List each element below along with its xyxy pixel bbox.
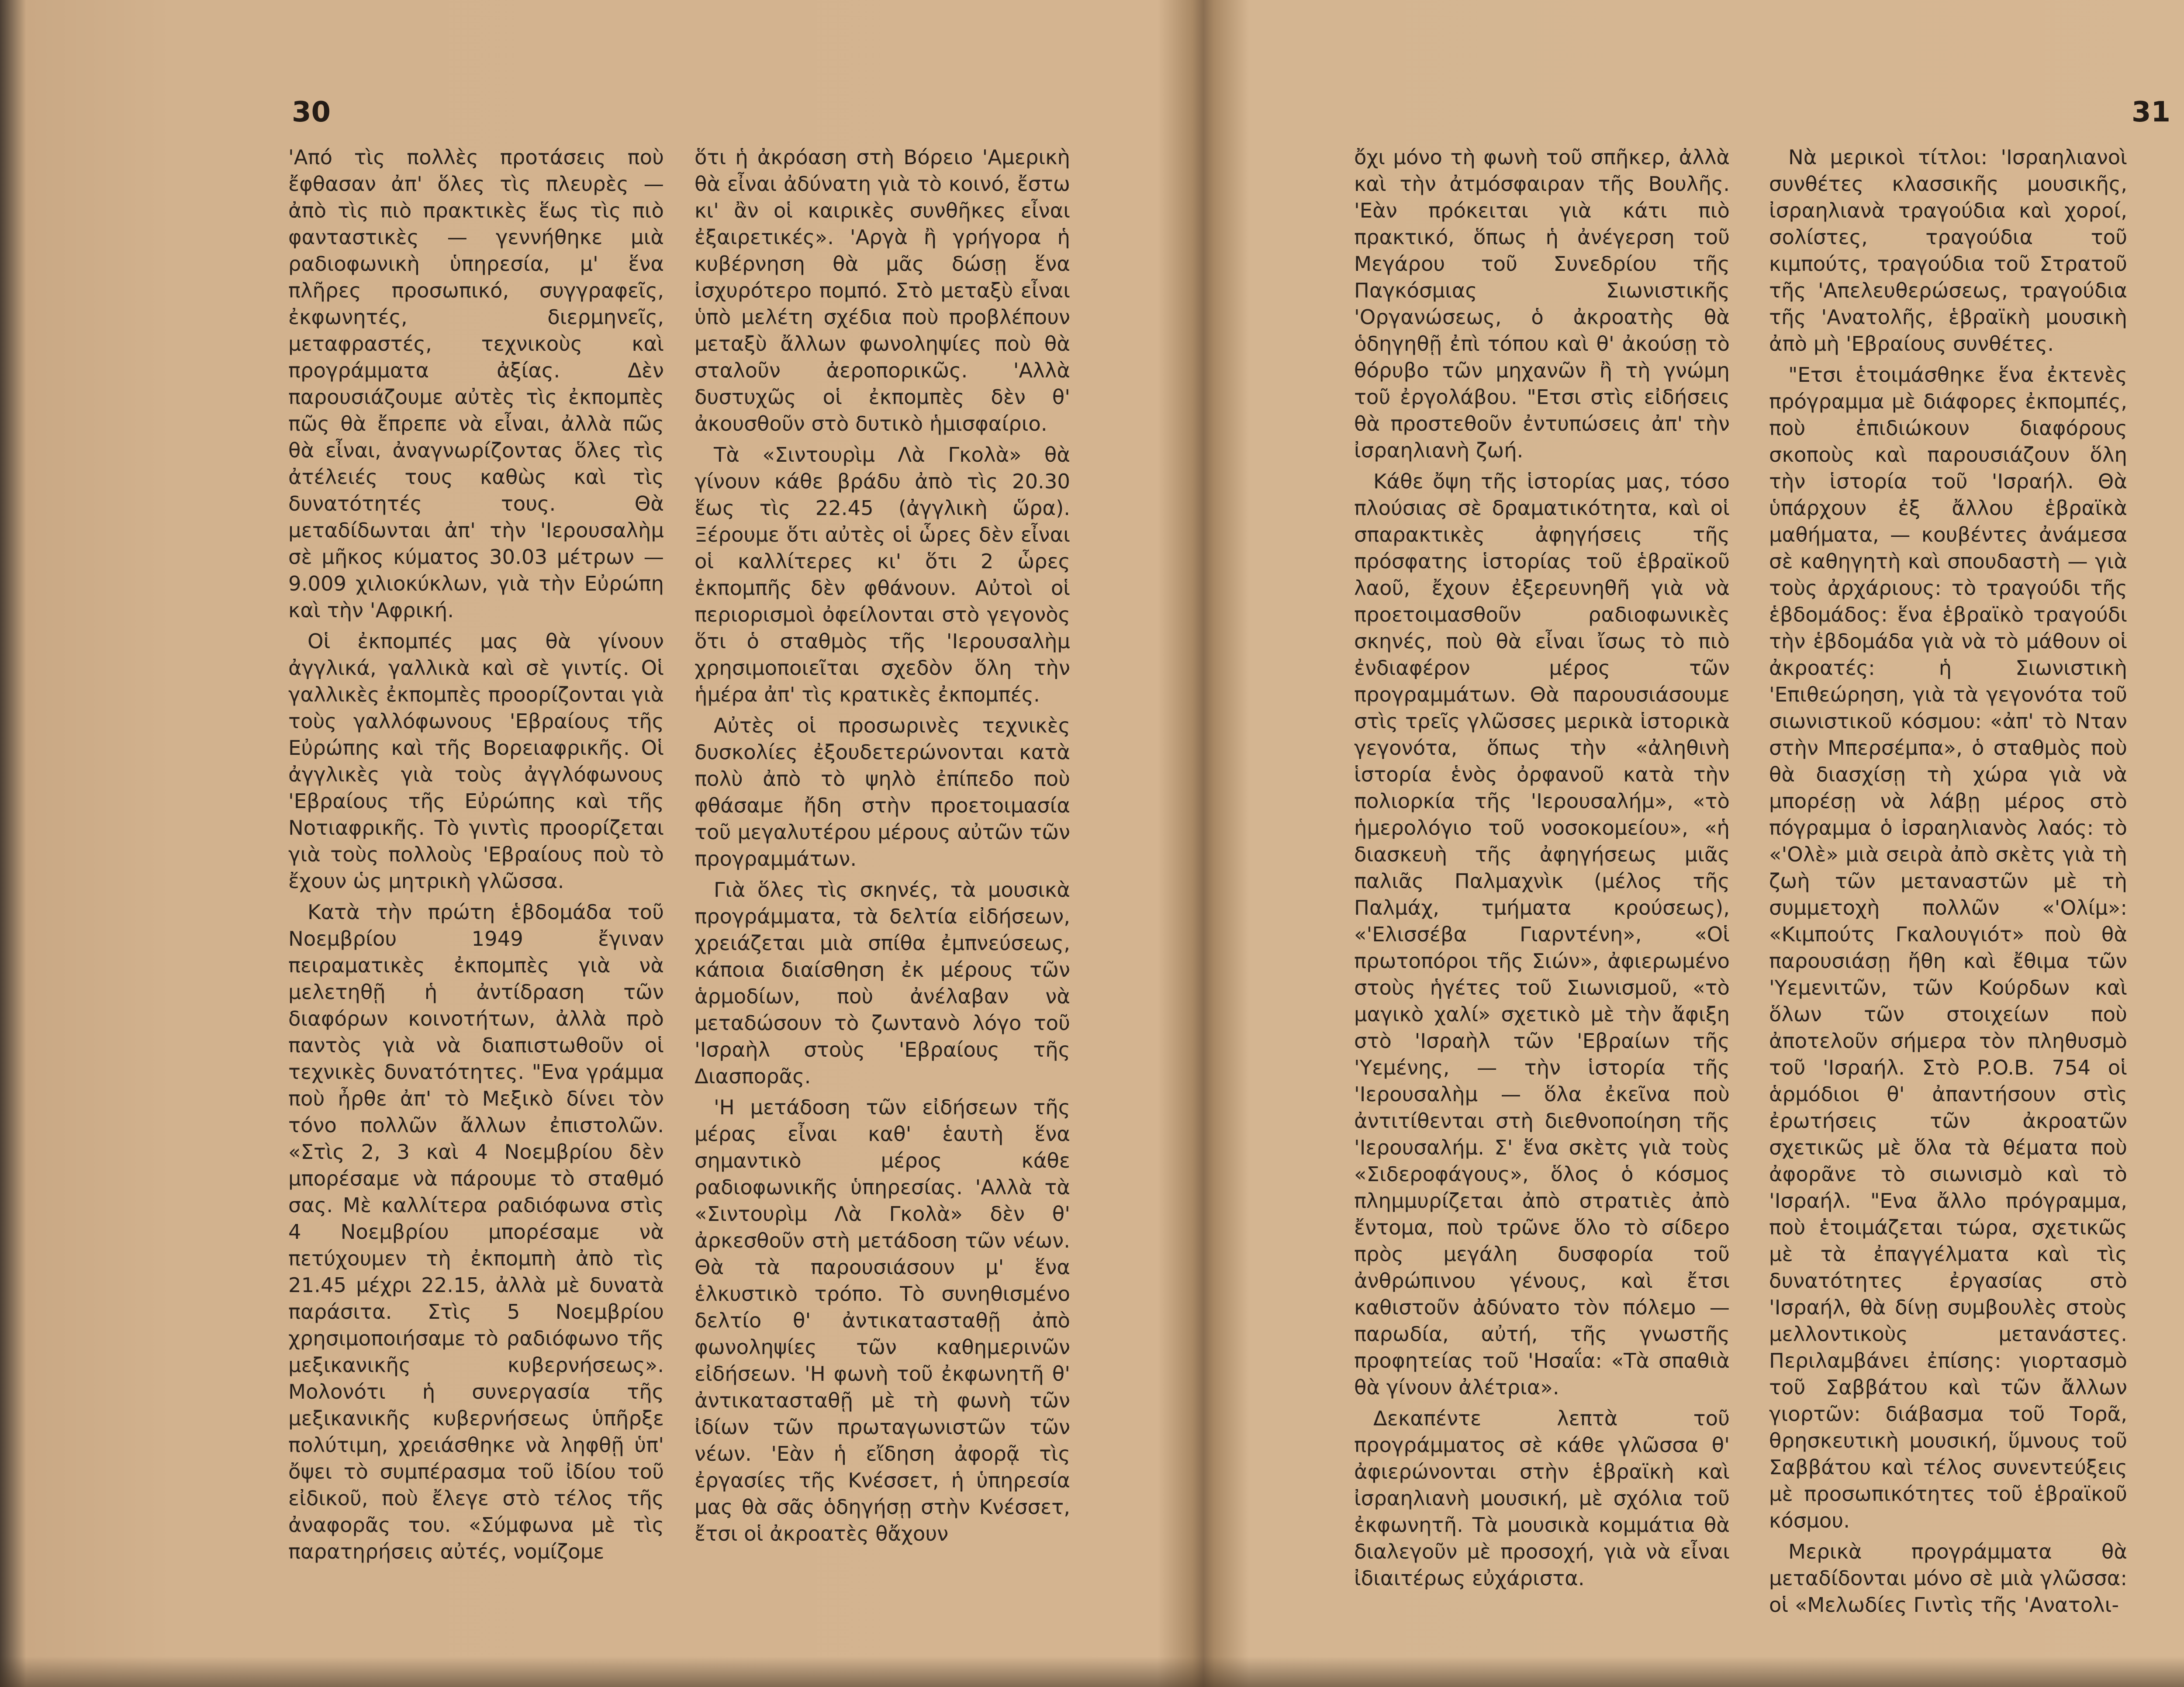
left-page-column-2 [695,144,1070,1552]
left-page-column-1 [288,144,664,1569]
paragraph: Τὰ «Σιντουρὶμ Λὰ Γκολὰ» θὰ γίνουν κάθε βράδυ ἀπὸ τὶς 20.30 ἕως τὶς 22.45 (ἀγγλικὴ ὥρα). Ξέρουμε ὅτι αὐτὲς οἱ ὧρες δὲν εἶναι οἱ καλλίτερες κι' ὅτι 2 ὧρες ἐκπομπῆς δὲν φθάνουν. Αὐτοὶ οἱ περιορισμοὶ ὀφείλονται στὸ γεγονὸς ὅτι ὁ σταθμὸς τῆς 'Ιερουσαλὴμ χρησιμοποιεῖται σχεδὸν ὅλη τὴν ἡμέρα ἀπ' τὶς κρατικὲς ἐκπομπές. [695,443,1070,706]
right-page-number: 31 [2132,96,2171,128]
paragraph: 'Από τὶς πολλὲς προτάσεις ποὺ ἔφθασαν ἀπ' ὅλες τὶς πλευρὲς — ἀπὸ τὶς πιὸ πρακτικὲς ἕως τὶς πιὸ φανταστικὲς — γεννήθηκε μιὰ ραδιοφωνικὴ ὑπηρεσία, μ' ἕνα πλῆρες προσωπικό, συγγραφεῖς, ἐκφωνητές, διερμηνεῖς, μεταφραστές, τεχνικοὺς καὶ προγράμματα ἀξίας. Δὲν παρουσιάζουμε αὐτὲς τὶς ἐκπομπὲς πῶς θὰ ἔπρεπε νὰ εἶναι, ἀλλὰ πῶς θὰ εἶναι, ἀναγνωρίζοντας ὅλες τὶς ἀτέλειές τους καθὼς καὶ τὶς δυνατότητές τους. Θὰ μεταδίδωνται ἀπ' τὴν 'Ιερουσαλὴμ σὲ μῆκος κύματος 30.03 μέτρων — 9.009 χιλιοκύκλων, γιὰ τὴν Εὐρώπη καὶ τὴν 'Αφρική. [288,145,664,622]
paragraph: Κάθε ὄψη τῆς ἱστορίας μας, τόσο πλούσιας σὲ δραματικότητα, καὶ οἱ σπαρακτικὲς ἀφηγήσεις τῆς πρόσφατης ἱστορίας τοῦ ἑβραϊκοῦ λαοῦ, ἔχουν ἐξερευνηθῆ γιὰ νὰ προετοιμασθοῦν ραδιοφωνικὲς σκηνές, ποὺ θὰ εἶναι ἴσως τὸ πιὸ ἐνδιαφέρον μέρος τῶν προγραμμάτων. Θὰ παρουσιάσουμε στὶς τρεῖς γλῶσσες μερικὰ ἱστορικὰ γεγονότα, ὅπως τὴν «ἀληθινὴ ἱστορία ἑνὸς ὀρφανοῦ κατὰ τὴν πολιορκία τῆς 'Ιερουσαλήμ», «τὸ ἡμερολόγιο τοῦ νοσοκομείου», «ἡ διασκευὴ τῆς ἀφηγήσεως μιᾶς παλιᾶς Παλμαχνὶκ (μέλος τῆς Παλμάχ, τμήματα κρούσεως), «'Ελισσέβα Γιαρντένη», «Οἱ πρωτοπόροι τῆς Σιών», ἀφιερωμένο στοὺς ἡγέτες τοῦ Σιωνισμοῦ, «τὸ μαγικὸ χαλί» σχετικὸ μὲ τὴν ἄφιξη στὸ 'Ισραὴλ τῶν 'Εβραίων τῆς 'Υεμένης, — τὴν ἱστορία τῆς 'Ιερουσαλὴμ — ὅλα ἐκεῖνα ποὺ ἀντιτίθενται στὴ διεθνοποίηση τῆς 'Ιερουσαλήμ. Σ' ἕνα σκὲτς γιὰ τοὺς «Σιδεροφάγους», ὅλος ὁ κόσμος πλημμυρίζεται ἀπὸ στρατιὲς ἀπὸ ἔντομα, ποὺ τρῶνε ὅλο τὸ σίδερο πρὸς μεγάλη δυσφορία τοῦ ἀνθρώπινου γένους, καὶ ἔτσι καθιστοῦν ἀδύνατο τὸν πόλεμο — παρωδία, αὐτή, τῆς γνωστῆς προφητείας τοῦ 'Ησαΐα: «Τὰ σπαθιὰ θὰ γίνουν ἀλέτρια». [1354,470,1730,1399]
paragraph: 'Η μετάδοση τῶν εἰδήσεων τῆς μέρας εἶναι καθ' ἑαυτὴ ἕνα σημαντικὸ μέρος κάθε ραδιοφωνικῆς ὑπηρεσίας. 'Αλλὰ τὰ «Σιντουρὶμ Λὰ Γκολὰ» δὲν θ' ἀρκεσθοῦν στὴ μετάδοση τῶν νέων. Θὰ τὰ παρουσιάσουν μ' ἕνα ἑλκυστικὸ τρόπο. Τὸ συνηθισμένο δελτίο θ' ἀντικατασταθῇ ἀπὸ φωνοληψίες τῶν καθημερινῶν εἰδήσεων. 'Η φωνὴ τοῦ ἐκφωνητῆ θ' ἀντικατασταθῇ μὲ τὴ φωνὴ τῶν ἰδίων τῶν πρωταγωνιστῶν τῶν νέων. 'Εὰν ἡ εἴδηση ἀφορᾷ τὶς ἐργασίες τῆς Κνέσσετ, ἡ ὑπηρεσία μας θὰ σᾶς ὁδηγήσῃ στὴν Κνέσσετ, ἔτσι οἱ ἀκροατὲς θἄχουν [695,1096,1070,1545]
paragraph: ὄχι μόνο τὴ φωνὴ τοῦ σπῆκερ, ἀλλὰ καὶ τὴν ἀτμόσφαιραν τῆς Βουλῆς. 'Εὰν πρόκειται γιὰ κάτι πιὸ πρακτικό, ὅπως ἡ ἀνέγερση τοῦ Μεγάρου τοῦ Συνεδρίου τῆς Παγκόσμιας Σιωνιστικῆς 'Οργανώσεως, ὁ ἀκροατὴς θὰ ὁδηγηθῇ ἐπὶ τόπου καὶ θ' ἀκούσῃ τὸ θόρυβο τῶν μηχανῶν ἢ τὴ γνώμη τοῦ ἐργολάβου. "Ετσι στὶς εἰδήσεις θὰ προστεθοῦν ἐντυπώσεις ἀπ' τὴν ἰσραηλιανὴ ζωή. [1354,145,1730,462]
paragraph: Γιὰ ὅλες τὶς σκηνές, τὰ μουσικὰ προγράμματα, τὰ δελτία εἰδήσεων, χρειάζεται μιὰ σπίθα ἐμπνεύσεως, κάποια διαίσθηση ἐκ μέρους τῶν ἁρμοδίων, ποὺ ἀνέλαβαν νὰ μεταδώσουν τὸ ζωντανὸ λόγο τοῦ 'Ισραὴλ στοὺς 'Εβραίους τῆς Διασπορᾶς. [695,878,1070,1088]
right-page-column-2 [1769,144,2127,1623]
paragraph: Μερικὰ προγράμματα θὰ μεταδίδονται μόνο σὲ μιὰ γλῶσσα: οἱ «Μελωδίες Γιντὶς τῆς 'Ανατολι- [1769,1540,2127,1617]
paragraph: ὅτι ἡ ἀκρόαση στὴ Βόρειο 'Αμερικὴ θὰ εἶναι ἀδύνατη γιὰ τὸ κοινό, ἔστω κι' ἂν οἱ καιρικὲς συνθῆκες εἶναι ἐξαιρετικές». 'Αργὰ ἢ γρήγορα ἡ κυβέρνηση θὰ μᾶς δώσῃ ἕνα ἰσχυρότερο πομπό. Στὸ μεταξὺ εἶναι ὑπὸ μελέτη σχέδια ποὺ προβλέπουν μεταξὺ ἄλλων φωνοληψίες ποὺ θὰ σταλοῦν ἀεροπορικῶς. 'Αλλὰ δυστυχῶς οἱ ἐκπομπὲς δὲν θ' ἀκουσθοῦν στὸ δυτικὸ ἡμισφαίριο. [695,145,1070,436]
paragraph: Κατὰ τὴν πρώτη ἑβδομάδα τοῦ Νοεμβρίου 1949 ἔγιναν πειραματικὲς ἐκπομπὲς γιὰ νὰ μελετηθῇ ἡ ἀντίδραση τῶν διαφόρων κοινοτήτων, ἀλλὰ πρὸ παντὸς γιὰ νὰ διαπιστωθοῦν οἱ τεχνικὲς δυνατότητες. "Ενα γράμμα ποὺ ἦρθε ἀπ' τὸ Μεξικὸ δίνει τὸν τόνο πολλῶν ἄλλων ἐπιστολῶν. «Στὶς 2, 3 καὶ 4 Νοεμβρίου δὲν μπορέσαμε νὰ πάρουμε τὸ σταθμό σας. Μὲ καλλίτερα ραδιόφωνα στὶς 4 Νοεμβρίου μπορέσαμε νὰ πετύχουμεν τὴ ἐκπομπὴ ἀπὸ τὶς 21.45 μέχρι 22.15, ἀλλὰ μὲ δυνατὰ παράσιτα. Στὶς 5 Νοεμβρίου χρησιμοποιήσαμε τὸ ραδιόφωνο τῆς μεξικανικῆς κυβερνήσεως». Μολονότι ἡ συνεργασία τῆς μεξικανικῆς κυβερνήσεως ὑπῆρξε πολύτιμη, χρειάσθηκε νὰ ληφθῇ ὑπ' ὄψει τὸ συμπέρασμα τοῦ ἰδίου τοῦ εἰδικοῦ, ποὺ ἔλεγε στὸ τέλος τῆς ἀναφορᾶς του. «Σύμφωνα μὲ τὶς παρατηρήσεις αὐτές, νομίζομε [288,900,664,1563]
paragraph: Δεκαπέντε λεπτὰ τοῦ προγράμματος σὲ κάθε γλῶσσα θ' ἀφιερώνονται στὴν ἑβραϊκὴ καὶ ἰσραηλιανὴ μουσική, μὲ σχόλια τοῦ ἐκφωνητῆ. Τὰ μουσικὰ κομμάτια θὰ διαλεγοῦν μὲ προσοχή, γιὰ νὰ εἶναι ἰδιαιτέρως εὐχάριστα. [1354,1407,1730,1590]
paragraph: "Ετσι ἑτοιμάσθηκε ἕνα ἐκτενὲς πρόγραμμα μὲ διάφορες ἐκπομπές, ποὺ ἐπιδιώκουν διαφόρους σκοποὺς καὶ παρουσιάζουν ὅλη τὴν ἱστορία τοῦ 'Ισραήλ. Θὰ ὑπάρχουν ἐξ ἄλλου ἑβραϊκὰ μαθήματα, — κουβέντες ἀνάμεσα σὲ καθηγητὴ καὶ σπουδαστὴ — γιὰ τοὺς ἀρχάριους: τὸ τραγούδι τῆς ἑβδομάδος: ἕνα ἑβραϊκὸ τραγούδι τὴν ἑβδομάδα γιὰ νὰ τὸ μάθουν οἱ ἀκροατές: ἡ Σιωνιστικὴ 'Επιθεώρηση, γιὰ τὰ γεγονότα τοῦ σιωνιστικοῦ κόσμου: «ἀπ' τὸ Νταν στὴν Μπερσέμπα», ὁ σταθμὸς ποὺ θὰ διασχίσῃ τὴ χώρα γιὰ νὰ μπορέσῃ νὰ λάβῃ μέρος στὸ πόγραμμα ὁ ἰσραηλιανὸς λαός: τὸ «'Ολὲ» μιὰ σειρὰ ἀπὸ σκὲτς γιὰ τὴ ζωὴ τῶν μεταναστῶν μὲ τὴ συμμετοχὴ πολλῶν «'Ολίμ»: «Κιμπούτς Γκαλουγιότ» ποὺ θὰ παρουσιάσῃ ἤθη καὶ ἔθιμα τῶν 'Υεμενιτῶν, τῶν Κούρδων καὶ ὅλων τῶν στοιχείων ποὺ ἀποτελοῦν σήμερα τὸν πληθυσμὸ τοῦ 'Ισραήλ. Στὸ P.O.B. 754 οἱ ἁρμόδιοι θ' ἀπαντήσουν στὶς ἐρωτήσεις τῶν ἀκροατῶν σχετικῶς μὲ ὅλα τὰ θέματα ποὺ ἀφορᾶνε τὸ σιωνισμὸ καὶ τὸ 'Ισραήλ. "Ενα ἄλλο πρόγραμμα, ποὺ ἑτοιμάζεται τώρα, σχετικῶς μὲ τὰ ἐπαγγέλματα καὶ τὶς δυνατότητες ἐργασίας στὸ 'Ισραήλ, θὰ δίνῃ συμβουλὲς στοὺς μελλοντικοὺς μετανάστες. Περιλαμβάνει ἐπίσης: γιορτασμὸ τοῦ Σαββάτου καὶ τῶν ἄλλων γιορτῶν: διάβασμα τοῦ Τορᾶ, θρησκευτικὴ μουσική, ὕμνους τοῦ Σαββάτου καὶ τέλος συνεντεύξεις μὲ προσωπικότητες τοῦ ἑβραϊκοῦ κόσμου. [1769,363,2127,1532]
left-page-number: 30 [292,96,331,128]
paragraph: Αὐτὲς οἱ προσωρινὲς τεχνικὲς δυσκολίες ἐξουδετερώνονται κατὰ πολὺ ἀπὸ τὸ ψηλὸ ἐπίπεδο ποὺ φθάσαμε ἤδη στὴν προετοιμασία τοῦ μεγαλυτέρου μέρους αὐτῶν τῶν προγραμμάτων. [695,714,1070,871]
paragraph: Οἱ ἐκπομπές μας θὰ γίνουν ἀγγλικά, γαλλικὰ καὶ σὲ γιντίς. Οἱ γαλλικὲς ἐκπομπὲς προορίζονται γιὰ τοὺς γαλλόφωνους 'Εβραίους τῆς Εὐρώπης καὶ τῆς Βορειαφρικῆς. Οἱ ἀγγλικὲς γιὰ τοὺς ἀγγλόφωνους 'Εβραίους τῆς Εὐρώπης καὶ τῆς Νοτιαφρικῆς. Τὸ γιντὶς προορίζεται γιὰ τοὺς πολλοὺς 'Εβραίους ποὺ τὸ ἔχουν ὡς μητρικὴ γλῶσσα. [288,629,664,893]
paragraph: Νὰ μερικοὶ τίτλοι: 'Ισραηλιανοὶ συνθέτες κλασσικῆς μουσικῆς, ἰσραηλιανὰ τραγούδια καὶ χοροί, σολίστες, τραγούδια τοῦ κιμπούτς, τραγούδια τοῦ Στρατοῦ τῆς 'Απελευθερώσεως, τραγούδια τῆς 'Ανατολῆς, ἑβραϊκὴ μουσικὴ ἀπὸ μὴ 'Εβραίους συνθέτες. [1769,145,2127,356]
right-page-column-1 [1354,144,1730,1596]
